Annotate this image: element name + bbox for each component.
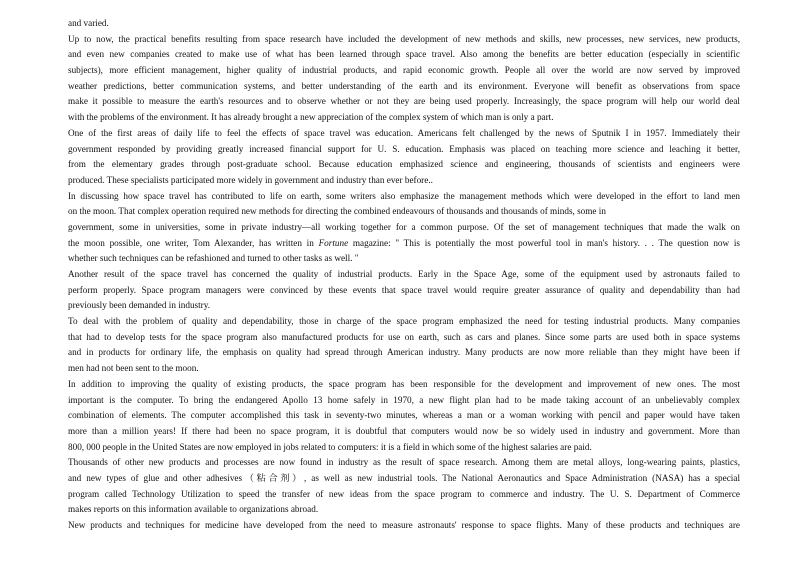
text-line (68, 189, 740, 205)
line-text: from the elementary grades through post-graduate school. Because education emphasized science and engineering, thousands of scientists and engineers were (68, 159, 740, 170)
line-text: the moon possible, one writer, Tom Alexander, has written in (68, 237, 319, 248)
line-text: produced. These specialists participated more widely in government and industry than ever before.. (68, 174, 433, 185)
line-text: program called Technology Utilization to speed the transfer of new ideas from the space program to commerce and industry. The U. S. Department of Commerce (68, 488, 740, 499)
text-line (68, 424, 740, 440)
line-text: Another result of the space travel has concerned the quality of industrial products. Early in the Space Age, some of the equipment used by astronauts failed to (68, 269, 740, 279)
line-text: and in products for ordinary life, the emphasis on quality had spread through American industry. Many products are now more reliable than they might have been if (68, 347, 740, 358)
text-line (68, 283, 740, 299)
text-line (68, 126, 740, 142)
text-line (68, 16, 740, 32)
text-line (68, 502, 740, 518)
text-line (68, 32, 740, 48)
text-line (68, 220, 740, 236)
text-line (68, 79, 740, 95)
text-line (68, 298, 740, 314)
line-text: whether such techniques can be refashioned and turned to other tasks as well. " (68, 253, 359, 264)
line-text: important is the computer. To bring the endangered Apollo 13 home safely in 1970, a new flight plan had to be made taking account of an unbelievably complex (68, 394, 740, 405)
text-line (68, 518, 740, 534)
line-text: with the problems of the environment. It has already brought a new appreciation of the complex system of which man is only a part. (68, 112, 554, 123)
text-line (68, 251, 740, 267)
text-line (68, 142, 740, 158)
text-line (68, 455, 740, 471)
text-line (68, 408, 740, 424)
line-text: 800, 000 people in the United States are now employed in jobs related to computers: it is a field in which some of the highest salaries are paid. (68, 441, 592, 452)
line-text: make it possible to measure the earth's resources and to observe whether or not they are being used properly. Increasingly, the space program will help our world deal (68, 96, 740, 107)
line-text: previously been demanded in industry. (68, 300, 211, 311)
line-text: combination of elements. The computer accomplished this task in seventy-two minutes, whereas a man or a woman working with pencil and paper would have taken (68, 410, 740, 421)
text-line (68, 157, 740, 173)
line-text: and even new companies created to make use of what has been learned through space travel. Also among the benefits are better education (especially in scientific (68, 49, 740, 60)
text-line (68, 110, 740, 126)
line-text: perform properly. Space program managers were convinced by these events that space travel would require greater assurance of quality and dependability than had (68, 284, 740, 295)
line-text: makes reports on this information available to organizations abroad. (68, 504, 319, 515)
line-text: Up to now, the practical benefits resulting from space research have included the development of new methods and skills, new processes, new services, new products, (68, 33, 740, 44)
text-line (68, 487, 740, 503)
text-line (68, 314, 740, 330)
text-line (68, 173, 740, 189)
text-line (68, 47, 740, 63)
line-text: subjects), more efficient management, higher quality of industrial products, and rapid economic growth. People all over the world are now served by improved (68, 65, 740, 76)
text-line (68, 236, 740, 252)
text-line (68, 361, 740, 377)
text-line (68, 377, 740, 393)
line-text-continued: magazine: " This is potentially the most powerful tool in man's history. . . The question now is (348, 237, 740, 248)
line-text: Thousands of other new products and processes are now found in industry as the result of space research. Among them are metal alloys, long-wearing paints, plastics, (68, 457, 740, 468)
line-text: In discussing how space travel has contributed to life on earth, some writers also emphasize the management methods which were developed in the effort to land men (68, 190, 740, 201)
line-text: on the moon. That complex operation required new methods for directing the combined endeavours of thousands and thousands of minds, some in (68, 206, 606, 217)
line-text: In addition to improving the quality of existing products, the space program has been responsible for the development and improvement of new ones. The most (68, 378, 740, 389)
text-line (68, 204, 740, 220)
text-line (68, 267, 740, 283)
text-line (68, 330, 740, 346)
text-line (68, 393, 740, 409)
line-text: government, some in universities, some in private industry—all working together for a common purpose. Of the set of management techniques that made the walk on (68, 221, 740, 232)
line-text: To deal with the problem of quality and dependability, those in charge of the space program emphasized the need for testing industrial products. Many companies (68, 316, 740, 327)
document-body (68, 16, 740, 534)
line-text: government responded by providing greatly increased financial support for U. S. education. Emphasis was placed on teaching more science and leaching it better, (68, 143, 740, 154)
line-text: that had to develop tests for the space program also manufactured products for use on earth, such as cars and planes. Since some parts are used both in space systems (68, 331, 740, 342)
text-line (68, 63, 740, 79)
text-line (68, 94, 740, 110)
text-line (68, 440, 740, 456)
text-line (68, 345, 740, 361)
line-text: weather predictions, better communication systems, and better understanding of the earth and its environment. Everyone will benefit as observations from space (68, 80, 740, 91)
line-text: more than a million years! If there had been no space program, it is doubtful that computers would now be so widely used in industry and government. More than (68, 425, 740, 436)
line-text: New products and techniques for medicine have developed from the need to measure astronauts' response to space flights. Many of these products and techniques are (68, 520, 740, 530)
line-text: One of the first areas of daily life to feel the effects of space travel was education. Americans felt challenged by the news of Sputnik I in 1957. Immediately their (68, 127, 740, 138)
line-text: men had not been sent to the moon. (68, 363, 199, 374)
line-text: and new types of glue and other adhesives（粘合剂）, as well as new industrial tools. The National Aeronautics and Space Administration (NASA) has a special (68, 472, 740, 483)
line-text: and varied. (68, 18, 109, 28)
italic-publication-title: Fortune (318, 237, 349, 248)
text-line (68, 471, 740, 487)
